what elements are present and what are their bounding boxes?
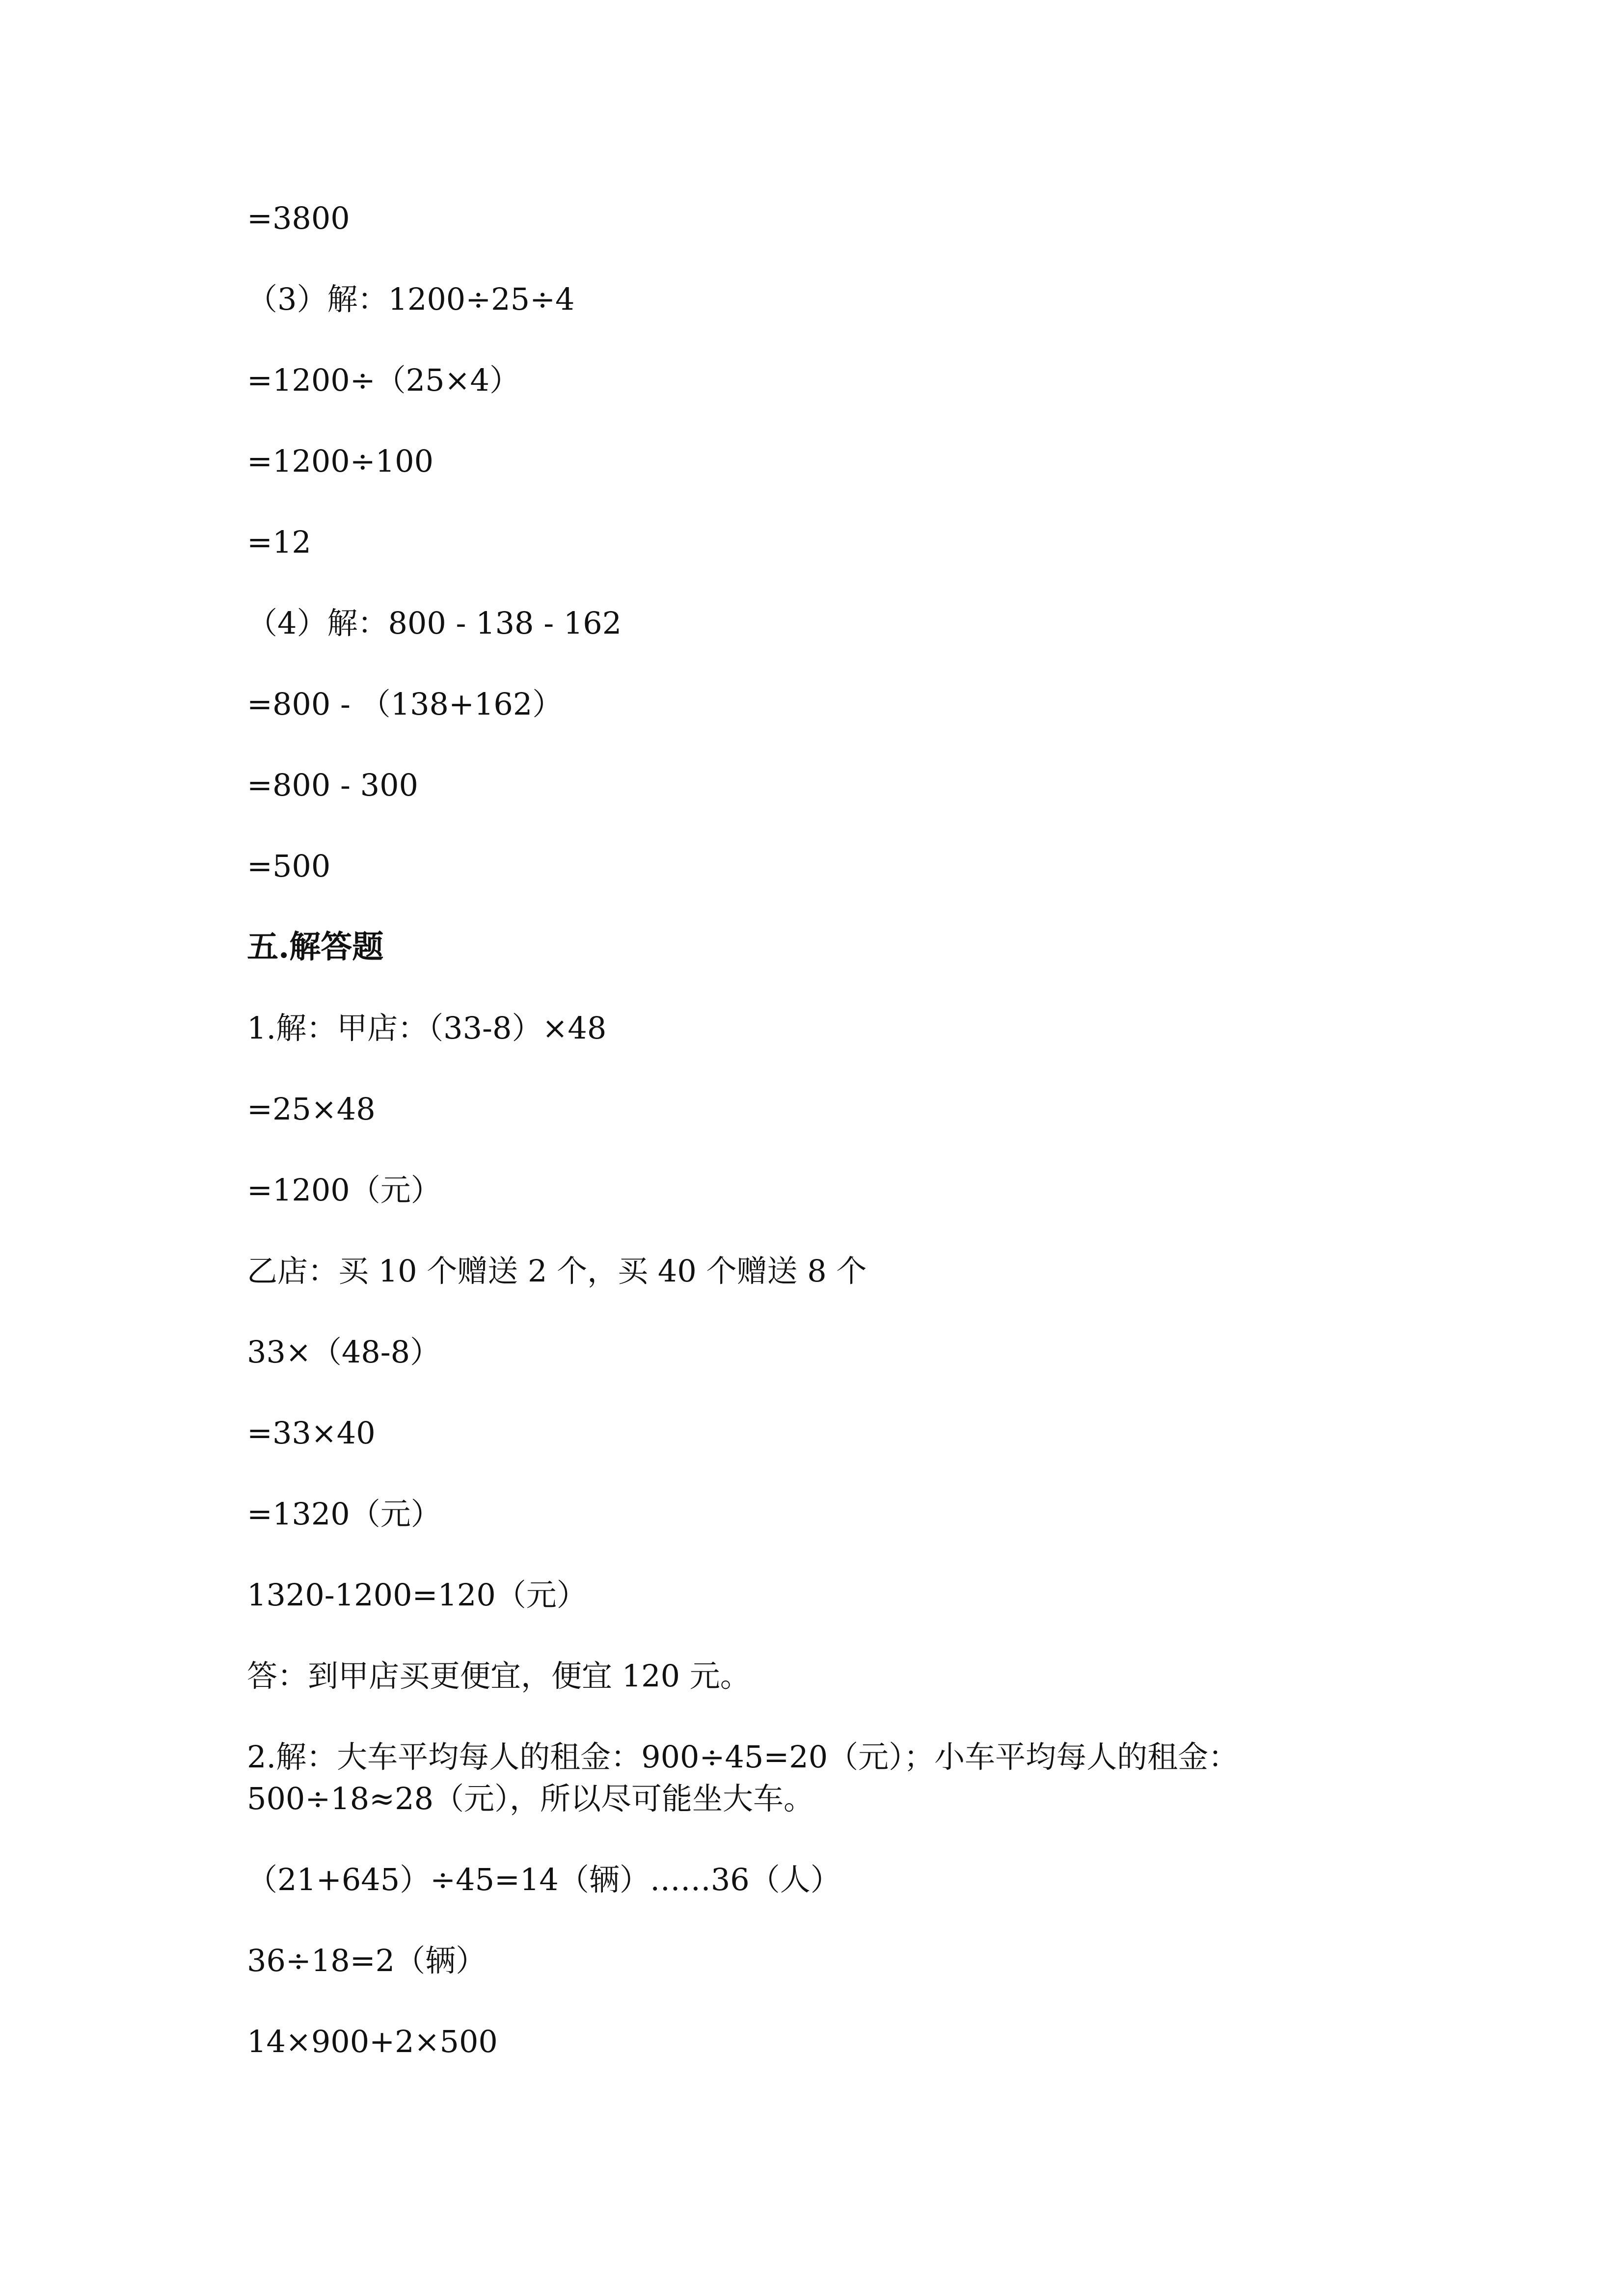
section-heading: 五.解答题 [247,929,384,965]
equation-line: =800 - 300 [247,767,418,803]
equation-line: =3800 [247,200,350,236]
equation-line: =800 - （138+162） [247,686,563,722]
problem-4-statement: （4）解：800 - 138 - 162 [247,605,622,641]
equation-line: =1200（元） [247,1172,441,1208]
answer-2-statement-cont: 500÷18≈28（元），所以尽可能坐大车。 [247,1781,814,1816]
answer-text: 答：到甲店买更便宜，便宜 120 元。 [247,1658,751,1694]
equation-line: =1200÷（25×4） [247,362,520,398]
problem-3-statement: （3）解：1200÷25÷4 [247,281,575,317]
equation-line: =1200÷100 [247,443,434,479]
equation-line: （21+645）÷45=14（辆）……36（人） [247,1862,841,1897]
equation-line: =1320（元） [247,1496,441,1532]
equation-line: 1320-1200=120（元） [247,1577,587,1613]
equation-line: 33×（48-8） [247,1334,441,1370]
equation-line: =12 [247,524,311,560]
equation-line: 14×900+2×500 [247,2024,498,2059]
answer-2-statement: 2.解：大车平均每人的租金：900÷45=20（元）；小车平均每人的租金： [247,1739,1239,1775]
equation-line: 36÷18=2（辆） [247,1943,487,1978]
answer-1-statement: 1.解：甲店：（33-8）×48 [247,1010,607,1046]
equation-line: =500 [247,848,331,884]
equation-line: =33×40 [247,1415,376,1451]
equation-line: =25×48 [247,1091,376,1127]
text-line: 乙店：买 10 个赠送 2 个，买 40 个赠送 8 个 [247,1253,867,1289]
